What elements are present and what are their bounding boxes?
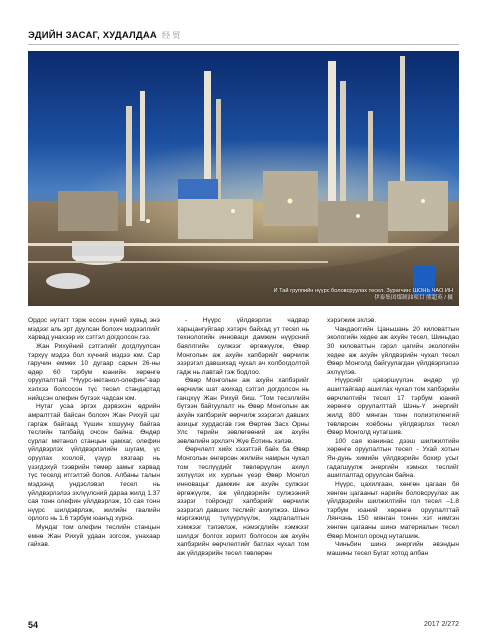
refinery-photo <box>28 51 459 306</box>
paragraph: 100 сая юанинас дээш шилжилтийн хөрөнгө оруулалтын тесел - Ухай хотын Ян-дунь химийн үйлдвэрийн бохир усыг гадагшуулж энергийн хэмнэх теслийг ашиглалтад оруулсан байна. <box>327 437 459 480</box>
paragraph: - Нүүрс үйлдвэрлэх чадвар харьцангуйгаар хэтэрч байхад ут тесел нь технологийн инноваци дамжин нүүрсний баяллгийн сулжээг өргөжүүлж, Өвөр Монголын аж ахуйн хапбэрийг өөрчилж эзэрэгэл давшихад чухал ач холбогдолтой гадж нь лавтай гэж бодлоо. <box>177 317 309 376</box>
paragraph: Нүүрс, цахилгаан, хөнгөн цагаан бя хөнгөн цагааныг нарийн боловсруулах аж үйлдвэрийн шилжилтийн гол тесел –1.8 тэрбум юаний хөрөнгө оруулалттай Лянчэнь 150 мянган тоннн хэт нимгэн хөнгөн цагааны шинэ материалын тесел Өвөр Монгол оронд нутагшиж. <box>327 480 459 540</box>
paragraph: Нутаг усаа эргэх дэрвэхэн өдрийн амралттай байсан болохч Жан Рихуй цаг гаргаж байгаад Үүшин хошууну байгаа теслийн талбайд очсон байна. Өндөр сурлаг метанол станцын цамхаг, олефин үйлдвэрлэх үйлдвэрлэлийн шугам, үс оруулах хоолой, үзүүр хязгаар нь үзэгдэхүй тээврийн төмөр замыг харвад түс теселд итгэлтэй болов. Албаны талын мэдээнд ундэслэвэл тесел нь үйлдвэрлэлээ эхлүүлсний дараа жилд 1.37 сая тонн олефин үйлдвэрлэж, 10 сая тонн нүүрс шилдэврлэж, жилийн гвалийн орлого нь 1.6 тэрбум юанъд хүрнэ. <box>28 403 160 523</box>
photo-caption-cn: 伊泰集团煤制油项目 熊超英 / 摄 <box>374 295 453 301</box>
photo-caption-mn: И Тай группийн нүүрс боловсруулах тесел. Зурагчин: ШОНЬ ЧАО ИН <box>273 288 453 294</box>
header-divider <box>28 44 459 45</box>
page-number: 54 <box>28 620 39 630</box>
section-title: ЭДИЙН ЗАСАГ, ХУДАЛДАА <box>28 29 157 41</box>
paragraph: Чиньбин шинэ энергийн әвэндын машины тесел Бугат хотод албан <box>327 541 459 557</box>
paragraph: хэрэгжиж эхлэв. <box>327 317 377 324</box>
article-column-3 <box>327 317 459 559</box>
paragraph: Ордос нутагт тэрж ессен хүний хувьд энэ мэдээг аль эрт дуулсан болохч мэдээллийг харвад унахээр их сэтгэл догдолсон гээ. <box>28 317 160 342</box>
issue-number: 2017 2/272 <box>423 621 459 628</box>
paragraph: Жан Рихуйний сэтгэлийг догдлуулсан тэрхүү мэдээ бол хүчний мэдээ юм. Сар гаручин еммөх 10 дугаар сарын 26-ны өдөр 60 тэрбум юанийн хөрөнгө оруулалттай "Нүүрс-метанол-олефин"-вар хэлхээ болсосон түс тесөл стандартад нийцсэн олефин бүтээх чадсан юм. <box>28 342 160 402</box>
paragraph: Өвөр Монголын аж ахуйн хапбэрийг өөрчилж шат ахихад сэтгэл догдолсон нь ганцхүү Жан Рихуй биш. "Том тесэллийн бүтээн байгуулалт нь Өвөр Монголын аж ахуйн хапбэрийг өөрчилж эзэрэгэл давших ахицыг хурдасгав гэж Өөртөө Засх Орны Улс төрийн зөвлөгөөний аж ахуйн зөвлөлийн эрхлэгч Жүе Ёотинь хэлэв. <box>177 377 309 445</box>
paragraph: Мундаг том олефин теслийн станцын емнө Жан Рихуй удаан зогсож, унахаар гайхав. <box>28 524 160 549</box>
article-column-1 <box>28 317 160 550</box>
article-column-2 <box>177 317 309 559</box>
paragraph: Чандаоггийн Цаньшань 20 киловаттын экологийн хедее аж ахуйн тесел, Шиньдао 30 киловаттын гэрэл цагийн экологийн хедее аж ахуйн үйлдвэрийн чухал тесел Өвөр Монголд байгуулагдан үйлдвэрлэлээ эхлүүлэв. <box>327 325 459 376</box>
paragraph: Нүүрсийг цэвэршүүлэн өндөр үр ашигтайгаар ашиглах чухал том хапбэрийн өөрчлелтийн тесел 17 тэрбум юаний хөрөнгө оруулалттай Шэнь-Ү энергийг жилд 800 мянган тонн полиэтиленгий төвлөрсөн хоёбоны үйлдвэрлэх тесел Өвөр Монголд нутагшив. <box>327 377 459 437</box>
section-header <box>28 28 180 42</box>
paragraph: Өөрчлелт хийх хэзэттэй байх ба Өвөр Монголын өнгөрсөн жилийн намрын чухал том теслүүдийг төвлөрүүлэн ахиул эхлүүлэх их хурлын үеэр Өвөр Монгол инновацыг дамжин аж ахуйн сулжээг өргөжүүлж, аж үйлдвэрийн сулжээний эзэрэг тойрондт хапбэрийг өөрчилж эзэрэгэл давших теслийг ахиулжээ. Шинэ мэргэжилд түлүүрлүүлж, хадгалалтын хэмжээг тэлэвлэж, нэмэгдлийн хэмжээг шилдэг болгох зорилт болгосон аж ахуйн хапбэрийн өөрчлелтийг батлах чухал том аж үйлдвэрийн тесел төвлөрөн <box>177 446 309 557</box>
section-title-cn: 经 贸 <box>161 30 181 40</box>
refinery-illustration <box>28 51 459 306</box>
photo-caption <box>274 288 453 302</box>
